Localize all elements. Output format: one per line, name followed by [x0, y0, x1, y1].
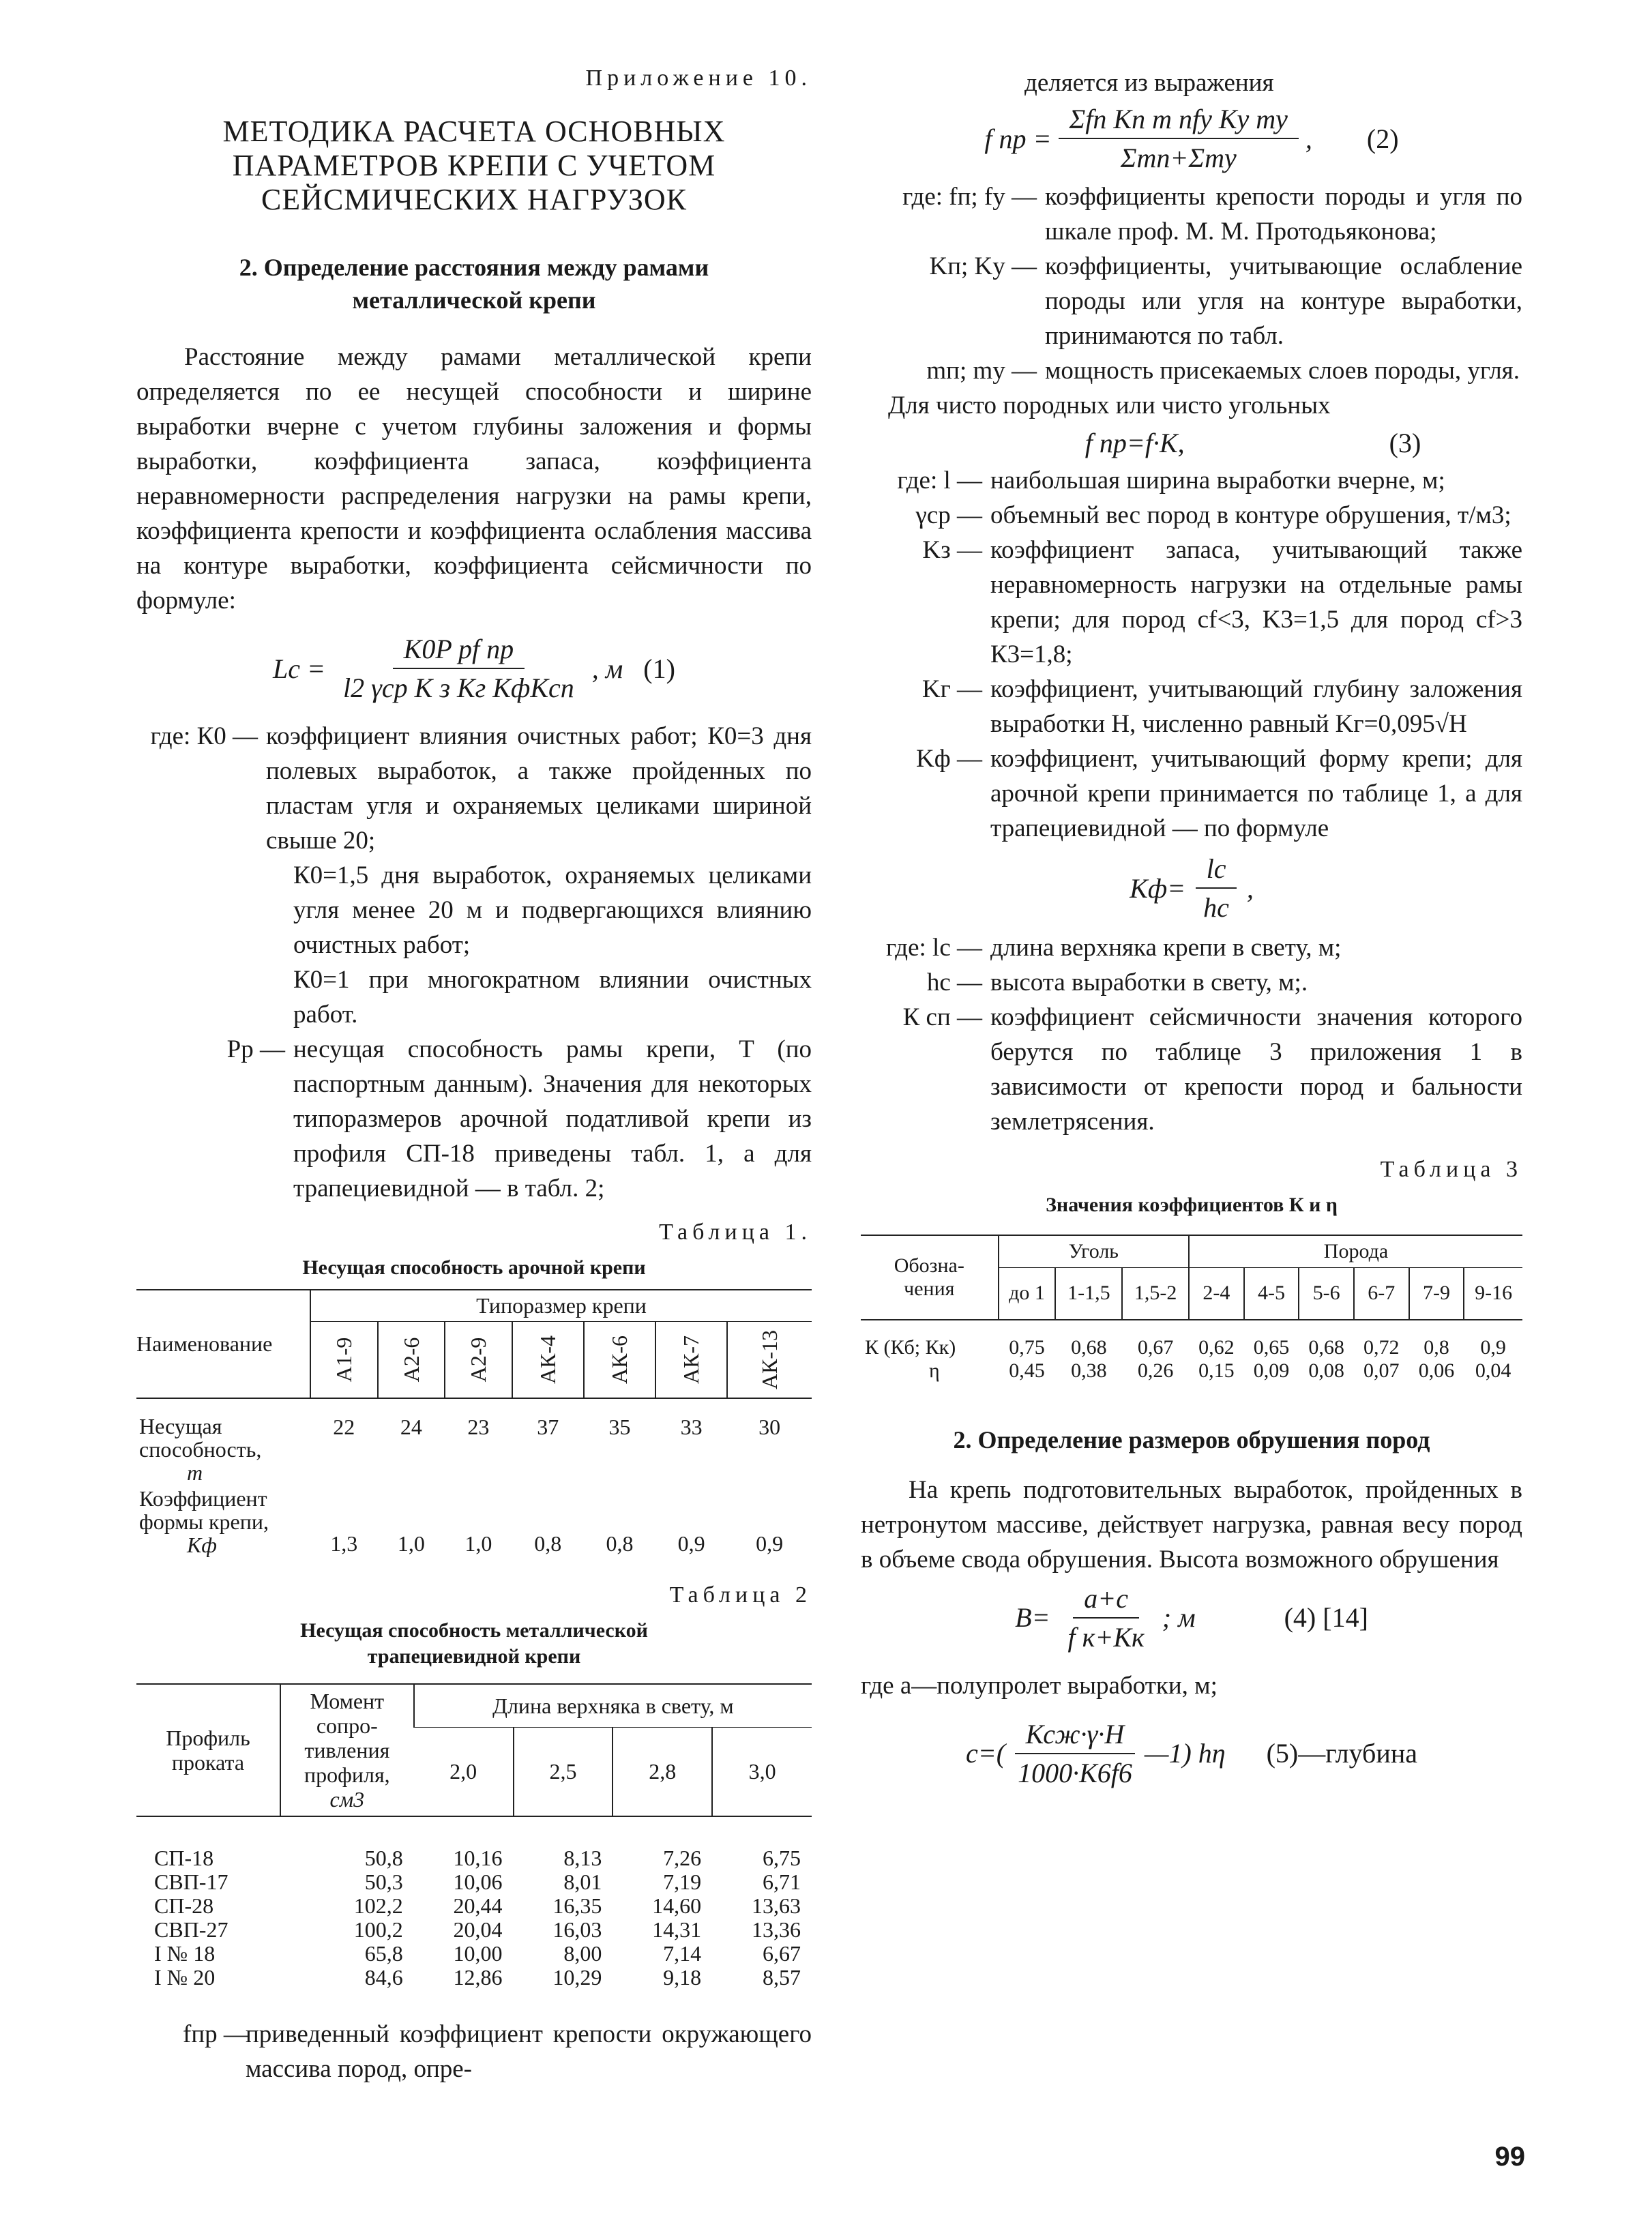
table-cell: 14,60: [652, 1893, 702, 1918]
definition-item: [861, 353, 1522, 388]
definition-text: коэффициент, учитывающий глубину заложения выработки H, численно равный Kг=0,095√H: [990, 675, 1522, 738]
table-cell: 10,16: [453, 1845, 503, 1870]
table-cell: 20,04: [453, 1917, 503, 1942]
definition-text: К0=1 при многократном влиянии очистных работ.: [293, 966, 812, 1029]
formula-number: (1): [643, 653, 675, 684]
length-header: 2,0: [414, 1728, 514, 1816]
rock-header: Порода: [1189, 1235, 1522, 1268]
table-cell: 1,0: [464, 1531, 492, 1556]
formula-lhs: c=(: [966, 1738, 1006, 1769]
table-cell: 14,31: [652, 1917, 702, 1942]
table-cell: 100,2: [353, 1917, 403, 1942]
column-header: АК-6: [584, 1322, 655, 1398]
table-row: [136, 1413, 812, 1486]
moment-header: Момент сопро- тивления профиля, см3: [280, 1684, 414, 1816]
formula-2: [861, 103, 1522, 174]
name-header: Наименование: [136, 1290, 310, 1398]
row-name: К (Кб; Кк): [865, 1335, 956, 1359]
table-cell: СВП-27: [154, 1917, 228, 1942]
definition-text: коэффициент влияния очистных работ; К0=3 дня полевых выработок, а также пройденных по пластам угля и охраняемых целиками шириной свыше 20;: [266, 722, 812, 855]
name-header: Обозна- чения: [861, 1235, 999, 1320]
definition-symbol: Kг —: [921, 675, 982, 703]
definition-item: [861, 179, 1522, 249]
definitions-list: [861, 463, 1522, 846]
column-header: 5-6: [1299, 1268, 1354, 1320]
definition-item: [861, 1000, 1522, 1139]
table-cell: I № 18: [154, 1940, 216, 1966]
table-cell: 16,35: [552, 1893, 602, 1918]
table-cell: 50,3: [364, 1869, 403, 1894]
table-cell: 35: [608, 1414, 631, 1439]
title-line: ПАРАМЕТРОВ КРЕПИ С УЧЕТОМ: [232, 149, 716, 182]
table-cell: 30: [758, 1414, 781, 1439]
table-cell: 13,63: [752, 1893, 801, 1918]
definition-symbol: γср —: [915, 501, 982, 529]
definition-symbol: где: lс —: [885, 934, 982, 962]
table-row: [861, 1336, 1522, 1359]
definition-symbol: К сп —: [902, 1003, 982, 1031]
title-line: СЕЙСМИЧЕСКИХ НАГРУЗОК: [261, 183, 688, 216]
table-cell: 23: [467, 1414, 490, 1439]
definitions-list: [861, 179, 1522, 388]
table-cell: 20,44: [453, 1893, 503, 1918]
definition-item: [136, 858, 812, 962]
table-title-line: трапециевидной крепи: [367, 1644, 581, 1668]
fraction: [1059, 103, 1299, 174]
coal-header: Уголь: [999, 1235, 1189, 1268]
table-cell: 84,6: [364, 1964, 403, 1990]
table-cell: 1,0: [397, 1531, 425, 1556]
formula-kf: [861, 853, 1522, 924]
formula-lhs: B=: [1015, 1602, 1050, 1633]
definitions-list: [136, 719, 812, 1206]
definition-text: коэффициент запаса, учитывающий также неравномерность нагрузки на отдельные рамы крепи; для пород cf<3, K3=1,5 для пород cf>3 К3=1,8;: [990, 536, 1522, 668]
column-header: 4-5: [1244, 1268, 1299, 1320]
table-cell: 0,9: [756, 1531, 784, 1556]
definition-item: [136, 2017, 812, 2086]
pure-text: Для чисто породных или чисто угольных: [888, 392, 1331, 419]
table-cell: 0,09: [1253, 1359, 1290, 1382]
numerator: a+c: [1073, 1582, 1139, 1619]
formula-lhs: Lс =: [273, 653, 326, 684]
table-cell: 0,04: [1475, 1359, 1511, 1382]
definition-symbol: где: fп; fу —: [902, 183, 1037, 211]
definition-item: [136, 719, 812, 858]
table-row: [136, 1894, 812, 1918]
fraction: [1192, 853, 1240, 924]
definition-text: высота выработки в свету, м;.: [990, 969, 1308, 996]
table-cell: 0,15: [1198, 1359, 1235, 1382]
definition-item: [861, 463, 1522, 498]
table-cell: 0,8: [606, 1531, 634, 1556]
numerator: lс: [1196, 853, 1237, 889]
definition-text: объемный вес пород в контуре обрушения, т/м3;: [990, 501, 1511, 529]
table-cell: 6,71: [763, 1869, 801, 1894]
column-header: 9-16: [1464, 1268, 1522, 1320]
table-row: [136, 1486, 812, 1558]
right-column: [861, 65, 1522, 1804]
table-cell: СП-28: [154, 1893, 214, 1918]
table-3-title: Значения коэффициентов К и η: [1046, 1194, 1338, 1216]
definition-item: [861, 249, 1522, 353]
table-cell: 0,45: [1009, 1359, 1045, 1382]
column-header: АК-4: [512, 1322, 584, 1398]
table-cell: 6,75: [763, 1845, 801, 1870]
definition-item: [861, 741, 1522, 846]
length-header: 3,0: [712, 1728, 812, 1816]
table-header-row: [136, 1290, 812, 1322]
definition-symbol: Kф —: [916, 745, 982, 773]
formula-number: (3): [1389, 428, 1421, 458]
column-header: 2-4: [1189, 1268, 1244, 1320]
profile-header: Профиль проката: [136, 1684, 280, 1816]
table-cell: 0,8: [534, 1531, 562, 1556]
table-cell: 7,26: [663, 1845, 702, 1870]
definition-symbol: где: l —: [897, 467, 982, 494]
column-header: АК-7: [655, 1322, 727, 1398]
table-row: [136, 1918, 812, 1942]
definition-text: коэффициент сейсмичности значения которого берутся по таблице 3 приложения 1 в зависимости от крепости пород и бальности землетрясения.: [990, 1003, 1522, 1136]
definition-symbol: Kп; Kу —: [929, 252, 1037, 280]
title-line: МЕТОДИКА РАСЧЕТА ОСНОВНЫХ: [222, 115, 726, 148]
formula-tail: ,: [1246, 872, 1254, 904]
row-name: Несущая способность, т: [139, 1413, 262, 1485]
formula-lhs: Kф=: [1130, 872, 1186, 904]
table-2-label: Таблица 2: [669, 1582, 812, 1608]
denominator: hс: [1203, 892, 1229, 923]
table-cell: 24: [400, 1414, 422, 1439]
section-2-text: На крепь подготовительных выработок, пройденных в нетронутом массиве, действует нагрузка, равная весу пород в объеме свода обрушения. Высота возможного обрушения: [861, 1475, 1522, 1574]
intro-paragraph: Расстояние между рамами металлической крепи определяется по ее несущей способности и ширине выработки вчерне с учетом глубины заложения и формы выработки, коэффициента запаса, коэффициента неравномерности распределения нагрузки на рамы крепи, коэффициента крепости и коэффициента ослабления массива на контуре выработки, коэффициента сейсмичности по формуле:: [136, 343, 812, 615]
table-cell: 0,72: [1363, 1335, 1400, 1359]
table-cell: 0,8: [1424, 1335, 1449, 1359]
column-header: А1-9: [310, 1322, 378, 1398]
table-3: [861, 1235, 1522, 1383]
table-cell: СВП-17: [154, 1869, 228, 1894]
table-cell: 0,07: [1363, 1359, 1400, 1382]
page-number: 99: [1494, 2142, 1525, 2172]
table-cell: 0,75: [1009, 1335, 1045, 1359]
definition-item: [861, 672, 1522, 741]
table-cell: 8,00: [563, 1940, 602, 1966]
table-cell: 8,13: [563, 1845, 602, 1870]
definition-item: [136, 1032, 812, 1206]
row-name: Коэффициент формы крепи, Кф: [139, 1486, 269, 1557]
table-cell: 0,06: [1418, 1359, 1455, 1382]
column-header: 7-9: [1409, 1268, 1464, 1320]
table-row: [136, 1870, 812, 1894]
length-header: 2,8: [613, 1728, 712, 1816]
definition-text: коэффициенты, учитывающие ослабление породы или угля на контуре выработки, принимаются по табл.: [1045, 252, 1522, 350]
formula-4: [861, 1582, 1522, 1653]
section-2-title: 2. Определение размеров обрушения пород: [953, 1425, 1430, 1453]
denominator: f к+Kк: [1067, 1621, 1145, 1653]
table-cell: I № 20: [154, 1964, 216, 1990]
continuation-text: деляется из выражения: [1024, 69, 1274, 97]
table-row: [136, 1942, 812, 1966]
table-cell: 0,08: [1308, 1359, 1344, 1382]
denominator: l2 γср K з Kг KфKсп: [343, 673, 574, 703]
numerator: Ксж·γ·H: [1015, 1718, 1136, 1754]
numerator: Σfп Kп m пfу Kу mу: [1059, 103, 1299, 139]
definition-text: длина верхняка крепи в свету, м;: [990, 934, 1342, 962]
table-cell: 1,3: [330, 1531, 358, 1556]
table-cell: 22: [333, 1414, 355, 1439]
column-header: 6-7: [1354, 1268, 1409, 1320]
definition-item: [861, 930, 1522, 965]
table-cell: 0,65: [1253, 1335, 1290, 1359]
formula-number: (4) [14]: [1284, 1602, 1368, 1633]
table-3-label: Таблица 3: [1380, 1157, 1522, 1182]
definition-text: коэффициент, учитывающий форму крепи; для арочной крепи принимается по таблице 1, а для трапециевидной — по формуле: [990, 745, 1522, 842]
definition-item: [861, 498, 1522, 533]
formula-3: [861, 427, 1522, 459]
length-group-header: Длина верхняка в свету, м: [414, 1684, 812, 1728]
definition-symbol: где: К0 —: [150, 722, 258, 750]
formula-5: [861, 1718, 1522, 1789]
fraction: [1007, 1718, 1143, 1789]
formula-tail: —1) hη: [1144, 1738, 1226, 1769]
table-cell: 102,2: [353, 1893, 403, 1918]
table-2: [136, 1683, 812, 1990]
table-cell: 7,14: [663, 1940, 702, 1966]
table-cell: 8,57: [763, 1964, 801, 1990]
definition-item: [861, 533, 1522, 672]
formula-unit: ; м: [1162, 1602, 1196, 1633]
table-1-label: Таблица 1.: [659, 1220, 812, 1245]
denominator: 1000·K6f6: [1018, 1757, 1132, 1788]
table-cell: 37: [537, 1414, 559, 1439]
formula-lhs: f пр =: [984, 123, 1052, 154]
definition-text: К0=1,5 дня выработок, охраняемых целиками угля менее 20 м и подвергающихся влиянию очистных работ;: [293, 861, 812, 959]
formula-tail: ,: [1305, 123, 1312, 154]
denominator: Σmп+Σmу: [1120, 143, 1237, 173]
definition-symbol: [136, 962, 293, 1032]
table-cell: 50,8: [364, 1845, 403, 1870]
table-cell: 10,29: [552, 1964, 602, 1990]
table-cell: 7,19: [663, 1869, 702, 1894]
table-cell: 33: [680, 1414, 703, 1439]
length-header: 2,5: [514, 1728, 613, 1816]
definition-symbol: fпр —: [183, 2020, 249, 2048]
table-cell: 8,01: [563, 1869, 602, 1894]
table-cell: 13,36: [752, 1917, 801, 1942]
fraction: [1057, 1582, 1155, 1653]
table-cell: 6,67: [763, 1940, 801, 1966]
main-title: [136, 115, 812, 217]
column-header: А2-6: [378, 1322, 445, 1398]
section-title-line: 2. Определение расстояния между рамами: [239, 254, 709, 281]
table-header-row: [136, 1684, 812, 1728]
section-title: [136, 251, 812, 316]
table-cell: 0,68: [1071, 1335, 1107, 1359]
definition-symbol: Kз —: [922, 536, 982, 564]
table-1-title: Несущая способность арочной крепи: [302, 1256, 646, 1279]
table-row: [861, 1359, 1522, 1383]
left-column: [136, 65, 812, 2086]
fraction: [332, 633, 585, 704]
formula-expression: f пр=f·K,: [1085, 428, 1185, 458]
table-cell: 9,18: [663, 1964, 702, 1990]
definition-a: где а—полупролет выработки, м;: [861, 1671, 1218, 1700]
definition-symbol: hс —: [926, 969, 982, 996]
formula-number: (2): [1366, 123, 1399, 154]
table-cell: 0,67: [1137, 1335, 1174, 1359]
table-title-line: Несущая способность металлической: [300, 1619, 648, 1642]
table-cell: 0,38: [1071, 1359, 1107, 1382]
formula-unit: , м: [591, 653, 623, 684]
table-cell: 0,9: [677, 1531, 705, 1556]
table-cell: 10,06: [453, 1869, 503, 1894]
column-header: 1,5-2: [1122, 1268, 1189, 1320]
formula-number: (5)—глубина: [1266, 1738, 1417, 1769]
table-cell: 65,8: [364, 1940, 403, 1966]
column-header: до 1: [999, 1268, 1056, 1320]
table-cell: 0,9: [1480, 1335, 1506, 1359]
table-2-title: [136, 1618, 812, 1670]
table-cell: 0,68: [1308, 1335, 1344, 1359]
table-cell: 16,03: [552, 1917, 602, 1942]
table-cell: 12,86: [453, 1964, 503, 1990]
definition-text: несущая способность рамы крепи, T (по паспортным данным). Значения для некоторых типоразмеров арочной податливой крепи из профиля СП-18 приведены табл. 1, а для трапециевидной — в табл. 2;: [293, 1035, 812, 1202]
column-header: АК-13: [727, 1322, 812, 1398]
definition-text: наибольшая ширина выработки вчерне, м;: [990, 467, 1445, 494]
table-cell: 10,00: [453, 1940, 503, 1966]
formula-1: [136, 633, 812, 704]
row-name: η: [929, 1359, 940, 1382]
definition-symbol: Pр —: [226, 1035, 285, 1063]
definition-text: коэффициенты крепости породы и угля по шкале проф. М. М. Протодьяконова;: [1045, 183, 1522, 246]
definition-item: [136, 962, 812, 1032]
table-cell: СП-18: [154, 1845, 214, 1870]
table-row: [136, 1966, 812, 1990]
definition-item: [861, 965, 1522, 1000]
table-header-row: [861, 1235, 1522, 1268]
table-row: [136, 1846, 812, 1870]
definition-text: приведенный коэффициент крепости окружающего массива пород, опре-: [246, 2020, 812, 2083]
definition-symbol: [136, 858, 293, 962]
definitions-list: [861, 930, 1522, 1139]
definition-text: мощность присекаемых слоев породы, угля.: [1045, 357, 1520, 385]
appendix-label: Приложение 10.: [585, 65, 812, 91]
table-cell: 0,26: [1137, 1359, 1174, 1382]
table-1: [136, 1289, 812, 1558]
definition-symbol: mп; mу —: [926, 357, 1037, 385]
numerator: K0P рf пр: [393, 633, 525, 669]
group-header: Типоразмер крепи: [310, 1290, 812, 1322]
table-cell: 0,62: [1198, 1335, 1235, 1359]
column-header: А2-9: [445, 1322, 512, 1398]
section-title-line: металлической крепи: [352, 286, 596, 314]
column-header: 1-1,5: [1055, 1268, 1122, 1320]
